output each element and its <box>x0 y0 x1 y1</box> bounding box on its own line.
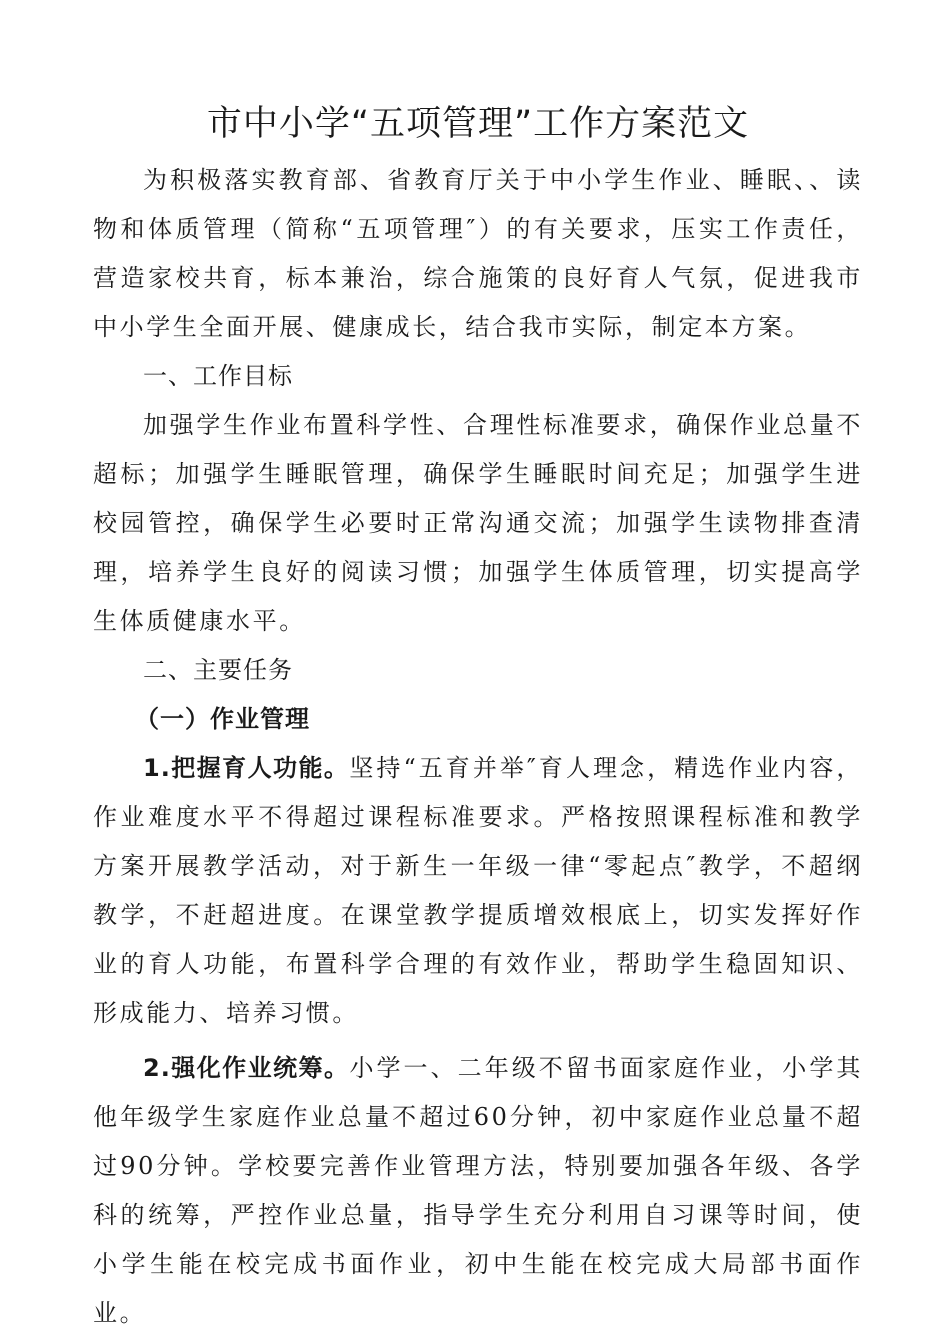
document-page <box>93 98 863 1338</box>
goals-paragraph: 加强学生作业布置科学性、合理性标准要求，确保作业总量不超标；加强学生睡眠管理，确保学生睡眠时间充足；加强学生进校园管控，确保学生必要时正常沟通交流；加强学生读物排查清理，培养学生良好的阅读习惯；加强学生体质管理，切实提高学生体质健康水平。 <box>93 411 863 635</box>
intro-paragraph: 为积极落实教育部、省教育厅关于中小学生作业、睡眠、、读物和体质管理（简称“五项管理″）的有关要求，压实工作责任，营造家校共育，标本兼治，综合施策的良好育人气氛，促进我市中小学生全面开展、健康成长，结合我市实际，制定本方案。 <box>93 166 863 341</box>
homework-item-2 <box>93 1044 863 1338</box>
item-2-body: 小学一、二年级不留书面家庭作业，小学其他年级学生家庭作业总量不超过60分钟，初中家庭作业总量不超过90分钟。学校要完善作业管理方法，特别要加强各年级、各学科的统筹，严控作业总量，指导学生充分利用自习课等时间，使小学生能在校完成书面作业，初中生能在校完成大局部书面作业。 <box>93 1054 863 1327</box>
item-1-lead: 1.把握育人功能。 <box>143 754 350 782</box>
homework-item-1 <box>93 744 863 1038</box>
item-2-lead: 2.强化作业统筹。 <box>143 1054 350 1082</box>
item-1-body: 坚持“五育并举″育人理念，精选作业内容，作业难度水平不得超过课程标准要求。严格按照课程标准和教学方案开展教学活动，对于新生一年级一律“零起点″教学，不超纲教学，不赶超进度。在课堂教学提质增效根底上，切实发挥好作业的育人功能，布置科学合理的有效作业，帮助学生稳固知识、形成能力、培养习惯。 <box>93 754 863 1027</box>
document-title: 市中小学“五项管理”工作方案范文 <box>206 104 750 144</box>
section-heading-goals: 一、工作目标 <box>143 362 293 390</box>
section-heading-tasks: 二、主要任务 <box>143 656 293 684</box>
subsection-heading-homework: （一）作业管理 <box>135 705 310 733</box>
